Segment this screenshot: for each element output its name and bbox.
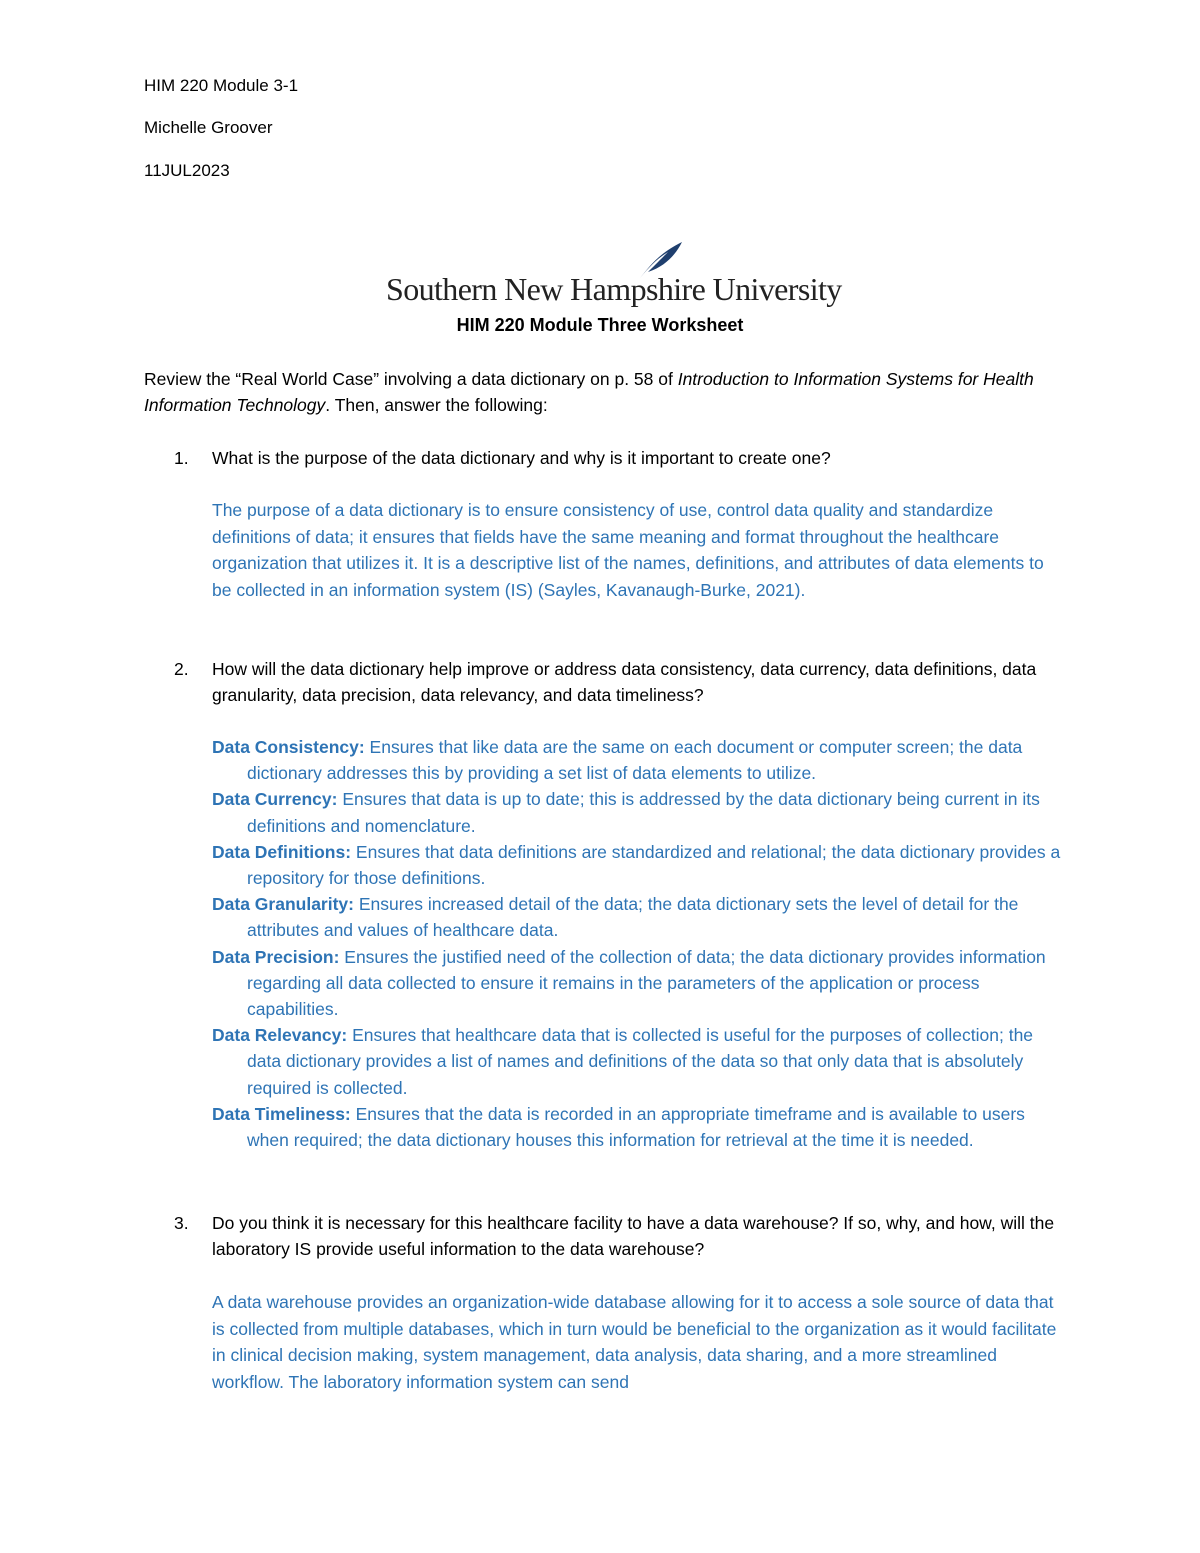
intro-paragraph [144,366,1064,418]
worksheet-title: HIM 220 Module Three Worksheet [456,315,744,335]
item-text: Ensures that the data is recorded in an appropriate timeframe and is available to users when required; the data dictionary houses this information for retrieval at the time it is needed. [247,1103,1025,1151]
item-term: Data Relevancy: [212,1025,348,1046]
item-text: Ensures increased detail of the data; the data dictionary sets the level of detail for the attributes and values of healthcare data. [247,894,1019,941]
list-item [212,734,1062,786]
data-quality-list [212,734,1062,1153]
item-term: Data Consistency: [212,737,365,757]
question-text: What is the purpose of the data dictionary and why is it important to create one? [212,448,831,468]
list-item [212,1101,1062,1153]
item-text: Ensures that healthcare data that is collected is useful for the purposes of collection; the data dictionary provides a list of names and definitions of the data so that only data that is absolutely required is collected. [247,1025,1034,1098]
question-text: Do you think it is necessary for this healthcare facility to have a data warehouse? If so, why, and how, will the laboratory IS provide useful information to the data warehouse? [212,1213,1055,1259]
item-term: Data Currency: [212,789,338,810]
question-text: How will the data dictionary help improve or address data consistency, data currency, data definitions, data granularity, data precision, data relevancy, and data timeliness? [212,659,1037,705]
logo-wordmark: Southern New Hampshire University [386,271,842,307]
question-number: 3. [174,1213,189,1233]
list-item [212,786,1062,838]
intro-before: Review the “Real World Case” involving a data dictionary on p. 58 of [144,369,678,389]
item-term: Data Timeliness: [212,1103,351,1124]
university-logo [386,240,842,310]
author-name: Michelle Groover [144,118,273,137]
answer-1: The purpose of a data dictionary is to ensure consistency of use, control data quality and standardize definitions of data; it ensures that fields have the same meaning and format throughout the healthcare organization that utilizes it. It is a descriptive list of the names, definitions, and attributes of data elements to be collected in an information system (IS) (Sayles, Kavanaugh-Burke, 2021). [212,500,1044,600]
item-term: Data Precision: [212,946,340,967]
document-date: 11JUL2023 [144,161,230,180]
list-item [212,1022,1062,1101]
item-text: Ensures that like data are the same on each document or computer screen; the data dictionary addresses this by providing a set list of data elements to utilize. [247,737,1023,784]
list-item [212,839,1062,891]
item-text: Ensures that data is up to date; this is addressed by the data dictionary being current in its definitions and nomenclature. [247,789,1040,836]
book-title: Introduction to Information Systems for Health Information Technology [144,369,1034,415]
answer-3: A data warehouse provides an organization-wide database allowing for it to access a sole source of data that is collected from multiple databases, which in turn would be beneficial to the organization as it would facilitate in clinical decision making, system management, data analysis, data sharing, and a more streamlined workflow. The laboratory information system can send [212,1292,1057,1392]
list-item [212,891,1062,943]
intro-after: . Then, answer the following: [325,395,548,415]
list-item [212,944,1062,1023]
item-text: Ensures the justified need of the collection of data; the data dictionary provides information regarding all data collected to ensure it remains in the parameters of the application or process capabilities. [247,946,1046,1020]
item-term: Data Granularity: [212,894,354,915]
course-line: HIM 220 Module 3-1 [144,76,299,95]
question-number: 1. [174,448,189,468]
question-number: 2. [174,659,189,679]
item-term: Data Definitions: [212,841,352,862]
item-text: Ensures that data definitions are standardized and relational; the data dictionary provides a repository for those definitions. [247,841,1061,889]
